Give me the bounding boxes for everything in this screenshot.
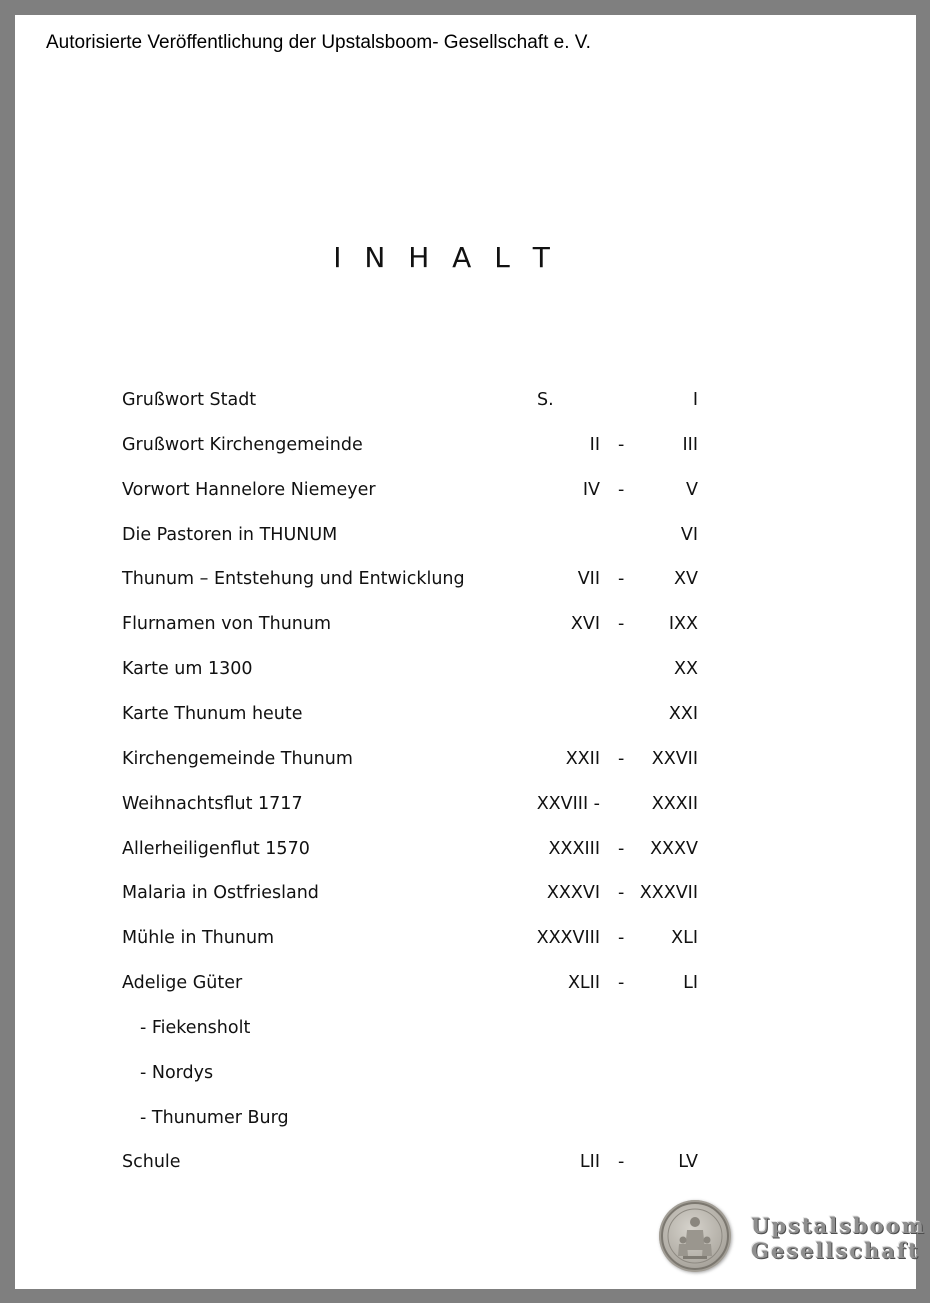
toc-entry bbox=[15, 435, 916, 465]
toc-page-to: XX bbox=[674, 659, 698, 680]
toc-page-from: VII bbox=[577, 569, 600, 590]
toc-entry bbox=[15, 390, 916, 420]
toc-entry bbox=[15, 480, 916, 510]
toc-entry-title: - Fiekensholt bbox=[140, 1017, 251, 1038]
toc-page-range-dash: - bbox=[618, 973, 625, 994]
toc-page-to: LV bbox=[678, 1152, 698, 1173]
toc-page-range-dash: - bbox=[618, 1152, 625, 1173]
toc-entry bbox=[15, 1063, 916, 1093]
toc-entry bbox=[15, 569, 916, 599]
toc-entry-title: Mühle in Thunum bbox=[122, 928, 275, 949]
toc-entry bbox=[15, 1152, 916, 1182]
publication-header: Autorisierte Veröffentlichung der Upstalsboom- Gesellschaft e. V. bbox=[46, 32, 591, 53]
toc-entry bbox=[15, 525, 916, 555]
toc-entry-title: Vorwort Hannelore Niemeyer bbox=[122, 479, 376, 500]
toc-page-from: XVI bbox=[570, 614, 600, 635]
toc-entry bbox=[15, 794, 916, 824]
toc-page-from: XXXVI bbox=[546, 883, 600, 904]
toc-entry bbox=[15, 839, 916, 869]
toc-entry bbox=[15, 704, 916, 734]
toc-page-to: XLI bbox=[671, 928, 698, 949]
toc-page-from: XXXVIII bbox=[536, 928, 600, 949]
toc-entry-title: Grußwort Stadt bbox=[122, 390, 257, 410]
toc-page-to: IXX bbox=[668, 614, 698, 635]
toc-page-range-dash: - bbox=[618, 928, 625, 949]
toc-entry-title: Die Pastoren in THUNUM bbox=[122, 524, 338, 545]
toc-page-from: XLII bbox=[567, 973, 600, 994]
toc-entry bbox=[15, 1018, 916, 1048]
toc-entry-title: Kirchengemeinde Thunum bbox=[122, 748, 353, 769]
toc-entry bbox=[15, 749, 916, 779]
toc-entry bbox=[15, 1108, 916, 1138]
toc-page-range-dash: - bbox=[618, 614, 625, 635]
toc-entry-title: - Nordys bbox=[140, 1062, 214, 1083]
toc-entry-title: Grußwort Kirchengemeinde bbox=[122, 434, 363, 455]
toc-entry bbox=[15, 883, 916, 913]
toc-entry-title: Adelige Güter bbox=[122, 973, 243, 994]
toc-entry-title: Flurnamen von Thunum bbox=[122, 614, 332, 635]
toc-page-to: XXXV bbox=[650, 838, 698, 859]
toc-entry bbox=[15, 659, 916, 689]
toc-page-to: I bbox=[692, 390, 698, 410]
toc-page-from: XXII bbox=[565, 748, 600, 769]
toc-page-to: XXXVII bbox=[639, 883, 698, 904]
toc-page-to: XV bbox=[674, 569, 698, 590]
toc-page-from: II bbox=[589, 434, 600, 455]
toc-page-prefix: S. bbox=[537, 390, 554, 410]
toc-page-to: XXXII bbox=[651, 793, 698, 814]
toc-page-to: VI bbox=[680, 524, 698, 545]
toc-entry-title: - Thunumer Burg bbox=[140, 1107, 289, 1128]
toc-page-to: III bbox=[682, 434, 698, 455]
toc-page-range-dash: - bbox=[618, 434, 625, 455]
toc-page-from: XXVIII - bbox=[536, 793, 600, 814]
toc-entry bbox=[15, 973, 916, 1003]
toc-entry-title: Thunum – Entstehung und Entwicklung bbox=[122, 569, 465, 590]
toc-page-range-dash: - bbox=[618, 569, 625, 590]
toc-page-to: V bbox=[686, 479, 698, 500]
toc-page-range-dash: - bbox=[618, 838, 625, 859]
toc-entry-title: Karte um 1300 bbox=[122, 659, 253, 680]
society-seal-icon bbox=[659, 1200, 731, 1272]
toc-entry-title: Allerheiligenflut 1570 bbox=[122, 838, 310, 859]
toc-page-range-dash: - bbox=[618, 883, 625, 904]
toc-page-to: XXVII bbox=[651, 748, 698, 769]
toc-entry-title: Schule bbox=[122, 1152, 181, 1173]
toc-page-to: XXI bbox=[668, 703, 698, 724]
toc-entry-title: Malaria in Ostfriesland bbox=[122, 883, 319, 904]
society-logo bbox=[659, 1200, 926, 1278]
logo-text-line-2: Gesellschaft bbox=[751, 1238, 920, 1263]
toc-page-from: XXXIII bbox=[548, 838, 600, 859]
toc-page-to: LI bbox=[683, 973, 698, 994]
toc-entry bbox=[15, 928, 916, 958]
toc-entry bbox=[15, 614, 916, 644]
toc-page-from: IV bbox=[582, 479, 600, 500]
toc-page-range-dash: - bbox=[618, 479, 625, 500]
toc-entry-title: Weihnachtsflut 1717 bbox=[122, 793, 303, 814]
toc-page-from: LII bbox=[579, 1152, 600, 1173]
toc-entry-title: Karte Thunum heute bbox=[122, 703, 303, 724]
toc-page-range-dash: - bbox=[618, 748, 625, 769]
document-page bbox=[15, 15, 926, 1289]
page-title: I N H A L T bbox=[333, 241, 557, 274]
logo-text-line-1: Upstalsboom bbox=[751, 1213, 926, 1238]
